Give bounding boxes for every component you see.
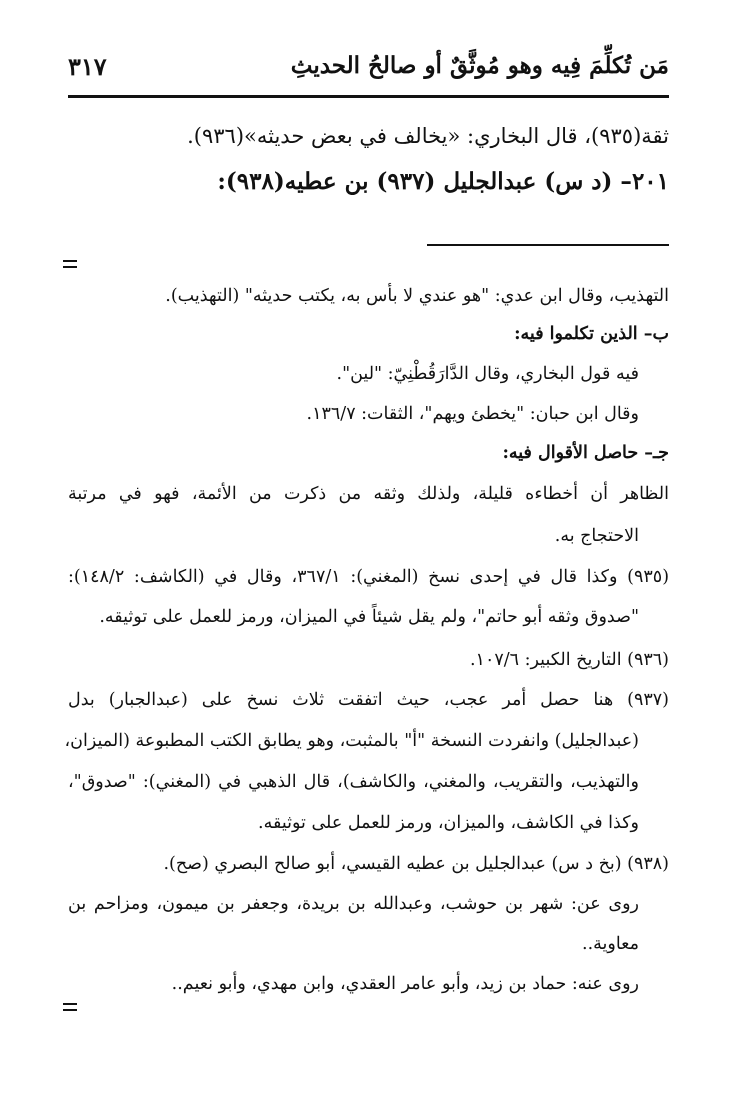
header-rule	[68, 95, 669, 98]
footnote-936: (٩٣٦) التاريخ الكبير: ١٠٧/٦.	[469, 650, 669, 670]
footnote-938-cont: معاوية..	[582, 934, 639, 954]
page-number: ٣١٧	[68, 52, 107, 81]
footnote-937-cont: والتهذيب، والتقريب، والمغني، والكاشف)، قال الذهبي في (المغني): "صدوق"،	[68, 772, 639, 792]
footnote-937-cont: وكذا في الكاشف، والميزان، ورمز للعمل على توثيقه.	[258, 813, 639, 833]
section-b-line: فيه قول البخاري، وقال الدَّارَقُطْنِيّ: "لين".	[336, 364, 639, 384]
section-c-line: الاحتجاج به.	[554, 526, 639, 546]
footnote-937-cont: (عبدالجليل) وانفردت النسخة "أ" بالمثبت، وهو يطابق الكتب المطبوعة (الميزان،	[64, 731, 639, 751]
footnote-938-cont: روى عنه: حماد بن زيد، وأبو عامر العقدي، وابن مهدي، وأبو نعيم..	[171, 974, 639, 994]
running-header	[68, 50, 669, 92]
footnote-937: (٩٣٧) هنا حصل أمر عجب، حيث اتفقت ثلاث نسخ على (عبدالجبار) بدل	[68, 690, 669, 710]
footnote-935: (٩٣٥) وكذا قال في إحدى نسخ (المغني): ٣٦٧/١، وقال في (الكاشف: ١٤٨/٢):	[68, 567, 670, 587]
section-b-line: وقال ابن حبان: "يخطئ ويهم"، الثقات: ١٣٦/٧.	[306, 404, 639, 424]
footnote-continuation: التهذيب، وقال ابن عدي: "هو عندي لا بأس به، يكتب حديثه" (التهذيب).	[165, 286, 669, 306]
section-b-heading: ب– الذين تكلموا فيه:	[514, 324, 669, 344]
main-text-line: ثقة(٩٣٥)، قال البخاري: «يخالف في بعض حديثه»(٩٣٦).	[187, 124, 669, 148]
running-title: مَن تُكلِّمَ فِيه وهو مُوثَّقٌ أو صالحُ الحديثِ	[290, 52, 669, 79]
footnote-938-cont: روى عن: شهر بن حوشب، وعبدالله بن بريدة، وجعفر بن ميمون، ومزاحم بن	[68, 894, 639, 914]
section-c-line: الظاهر أن أخطاءه قليلة، ولذلك وثقه من ذكرت من الأئمة، فهو في مرتبة	[68, 484, 669, 504]
footnote-separator	[427, 244, 669, 246]
footnote-935-cont: "صدوق وثقه أبو حاتم"، ولم يقل شيئاً في الميزان، ورمز للعمل على توثيقه.	[99, 607, 639, 627]
footnote-938: (٩٣٨) (بخ د س) عبدالجليل بن عطيه القيسي، أبو صالح البصري (صح).	[163, 854, 669, 874]
entry-heading: ٢٠١– (د س) عبدالجليل (٩٣٧) بن عطيه(٩٣٨):	[217, 168, 669, 195]
section-c-heading: جـ– حاصل الأقوال فيه:	[502, 443, 669, 463]
